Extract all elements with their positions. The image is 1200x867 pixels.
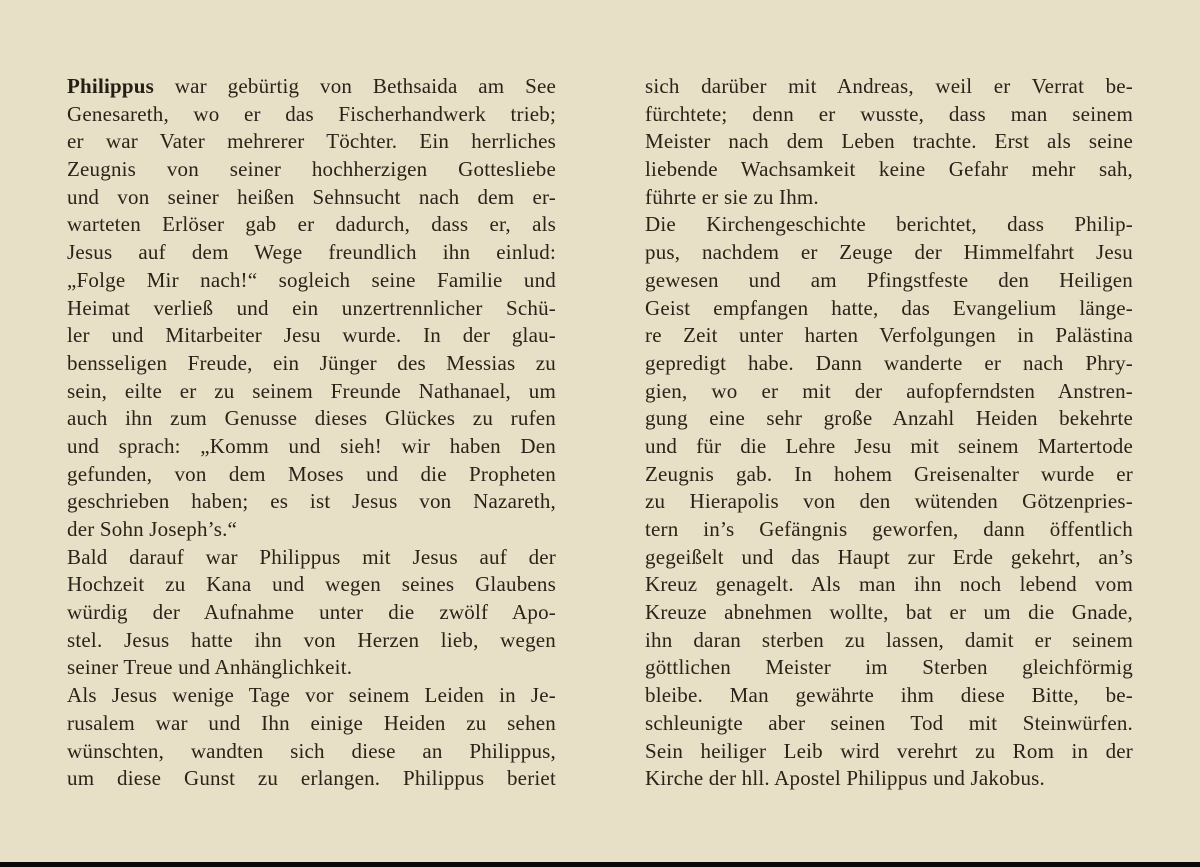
text-line: warteten Erlöser gab er dadurch, dass er, als	[67, 212, 556, 237]
text-line: Meister nach dem Leben trachte. Erst als seine	[645, 129, 1133, 154]
text-line: Genesareth, wo er das Fischerhandwerk trieb;	[67, 101, 556, 126]
text-line: wünschten, wandten sich diese an Philippus,	[67, 738, 556, 763]
text-line: pus, nachdem er Zeuge der Himmelfahrt Jesu	[645, 240, 1133, 265]
text-line: ler und Mitarbeiter Jesu wurde. In der glau-	[67, 323, 556, 348]
text-line: würdig der Aufnahme unter die zwölf Apo-	[67, 600, 556, 625]
text-line: re Zeit unter harten Verfolgungen in Palästina	[645, 323, 1133, 348]
text-line: gung eine sehr große Anzahl Heiden bekehrte	[645, 406, 1133, 431]
text-line: und für die Lehre Jesu mit seinem Martertode	[645, 433, 1133, 458]
text-line: bensseligen Freude, ein Jünger des Messias zu	[67, 350, 556, 375]
text-line: geschrieben haben; es ist Jesus von Nazareth,	[67, 489, 556, 514]
text-column-left	[67, 73, 556, 793]
text-line: und sprach: „Komm und sieh! wir haben Den	[67, 433, 556, 458]
text-line: Als Jesus wenige Tage vor seinem Leiden in Je-	[67, 683, 556, 708]
text-line: seiner Treue und Anhänglichkeit.	[67, 655, 353, 680]
text-line: der Sohn Joseph’s.“	[67, 517, 238, 541]
text-line: führte er sie zu Ihm.	[645, 184, 819, 209]
text-line: schleunigte aber seinen Tod mit Steinwürfen.	[645, 710, 1133, 735]
text-line: Heimat verließ und ein unzertrennlicher Schü-	[67, 295, 556, 320]
text-line: sein, eilte er zu seinem Freunde Nathanael, um	[67, 378, 556, 403]
text-line: Jesus auf dem Wege freundlich ihn einlud:	[67, 240, 556, 265]
text-line: Bald darauf war Philippus mit Jesus auf der	[67, 544, 556, 569]
text-line: Zeugnis gab. In hohem Greisenalter wurde er	[645, 461, 1133, 486]
text-line: auch ihn zum Genusse dieses Glückes zu rufen	[67, 406, 556, 431]
text-line: um diese Gunst zu erlangen. Philippus beriet	[67, 766, 556, 791]
text-line: Geist empfangen hatte, das Evangelium länge-	[645, 295, 1133, 320]
text-line: tern in’s Gefängnis geworfen, dann öffentlich	[645, 517, 1133, 541]
text-line: Hochzeit zu Kana und wegen seines Glaubens	[67, 572, 556, 597]
text-line: gewesen und am Pfingstfeste den Heiligen	[645, 267, 1133, 292]
text-line: und von seiner heißen Sehnsucht nach dem er-	[67, 184, 556, 209]
text-line: Zeugnis von seiner hochherzigen Gottesliebe	[67, 157, 556, 182]
text-line: gien, wo er mit der aufopferndsten Anstren-	[645, 378, 1133, 403]
text-line: gegeißelt und das Haupt zur Erde gekehrt, an’s	[645, 544, 1133, 569]
text-column-right	[645, 73, 1133, 793]
text-line: liebende Wachsamkeit keine Gefahr mehr sah,	[645, 157, 1133, 182]
text-line: stel. Jesus hatte ihn von Herzen lieb, wegen	[67, 627, 556, 652]
text-line: göttlichen Meister im Sterben gleichförmig	[645, 655, 1133, 680]
text-line: gepredigt habe. Dann wanderte er nach Phry-	[645, 350, 1133, 375]
text-line: ihn daran sterben zu lassen, damit er seinem	[645, 627, 1133, 652]
text-line: Philippus war gebürtig von Bethsaida am See	[67, 74, 556, 98]
scan-bottom-edge-bar	[0, 862, 1200, 867]
text-line: fürchtete; denn er wusste, dass man seinem	[645, 101, 1133, 126]
lead-word: Philippus	[67, 74, 155, 98]
text-line: „Folge Mir nach!“ sogleich seine Familie und	[67, 267, 556, 292]
text-line: sich darüber mit Andreas, weil er Verrat be-	[645, 74, 1133, 98]
text-line: Kirche der hll. Apostel Philippus und Jakobus.	[645, 766, 1046, 791]
text-line: zu Hierapolis von den wütenden Götzenpries-	[645, 489, 1133, 514]
text-line: Sein heiliger Leib wird verehrt zu Rom in der	[645, 738, 1133, 763]
text-line: er war Vater mehrerer Töchter. Ein herrliches	[67, 129, 556, 154]
text-line: Kreuz genagelt. Als man ihn noch lebend vom	[645, 572, 1133, 597]
text-line: gefunden, von dem Moses und die Propheten	[67, 461, 556, 486]
text-line: bleibe. Man gewährte ihm diese Bitte, be-	[645, 683, 1133, 708]
text-line: rusalem war und Ihn einige Heiden zu sehen	[67, 710, 556, 735]
text-line: Die Kirchengeschichte berichtet, dass Philip-	[645, 212, 1133, 237]
text-line: Kreuze abnehmen wollte, bat er um die Gnade,	[645, 600, 1133, 625]
